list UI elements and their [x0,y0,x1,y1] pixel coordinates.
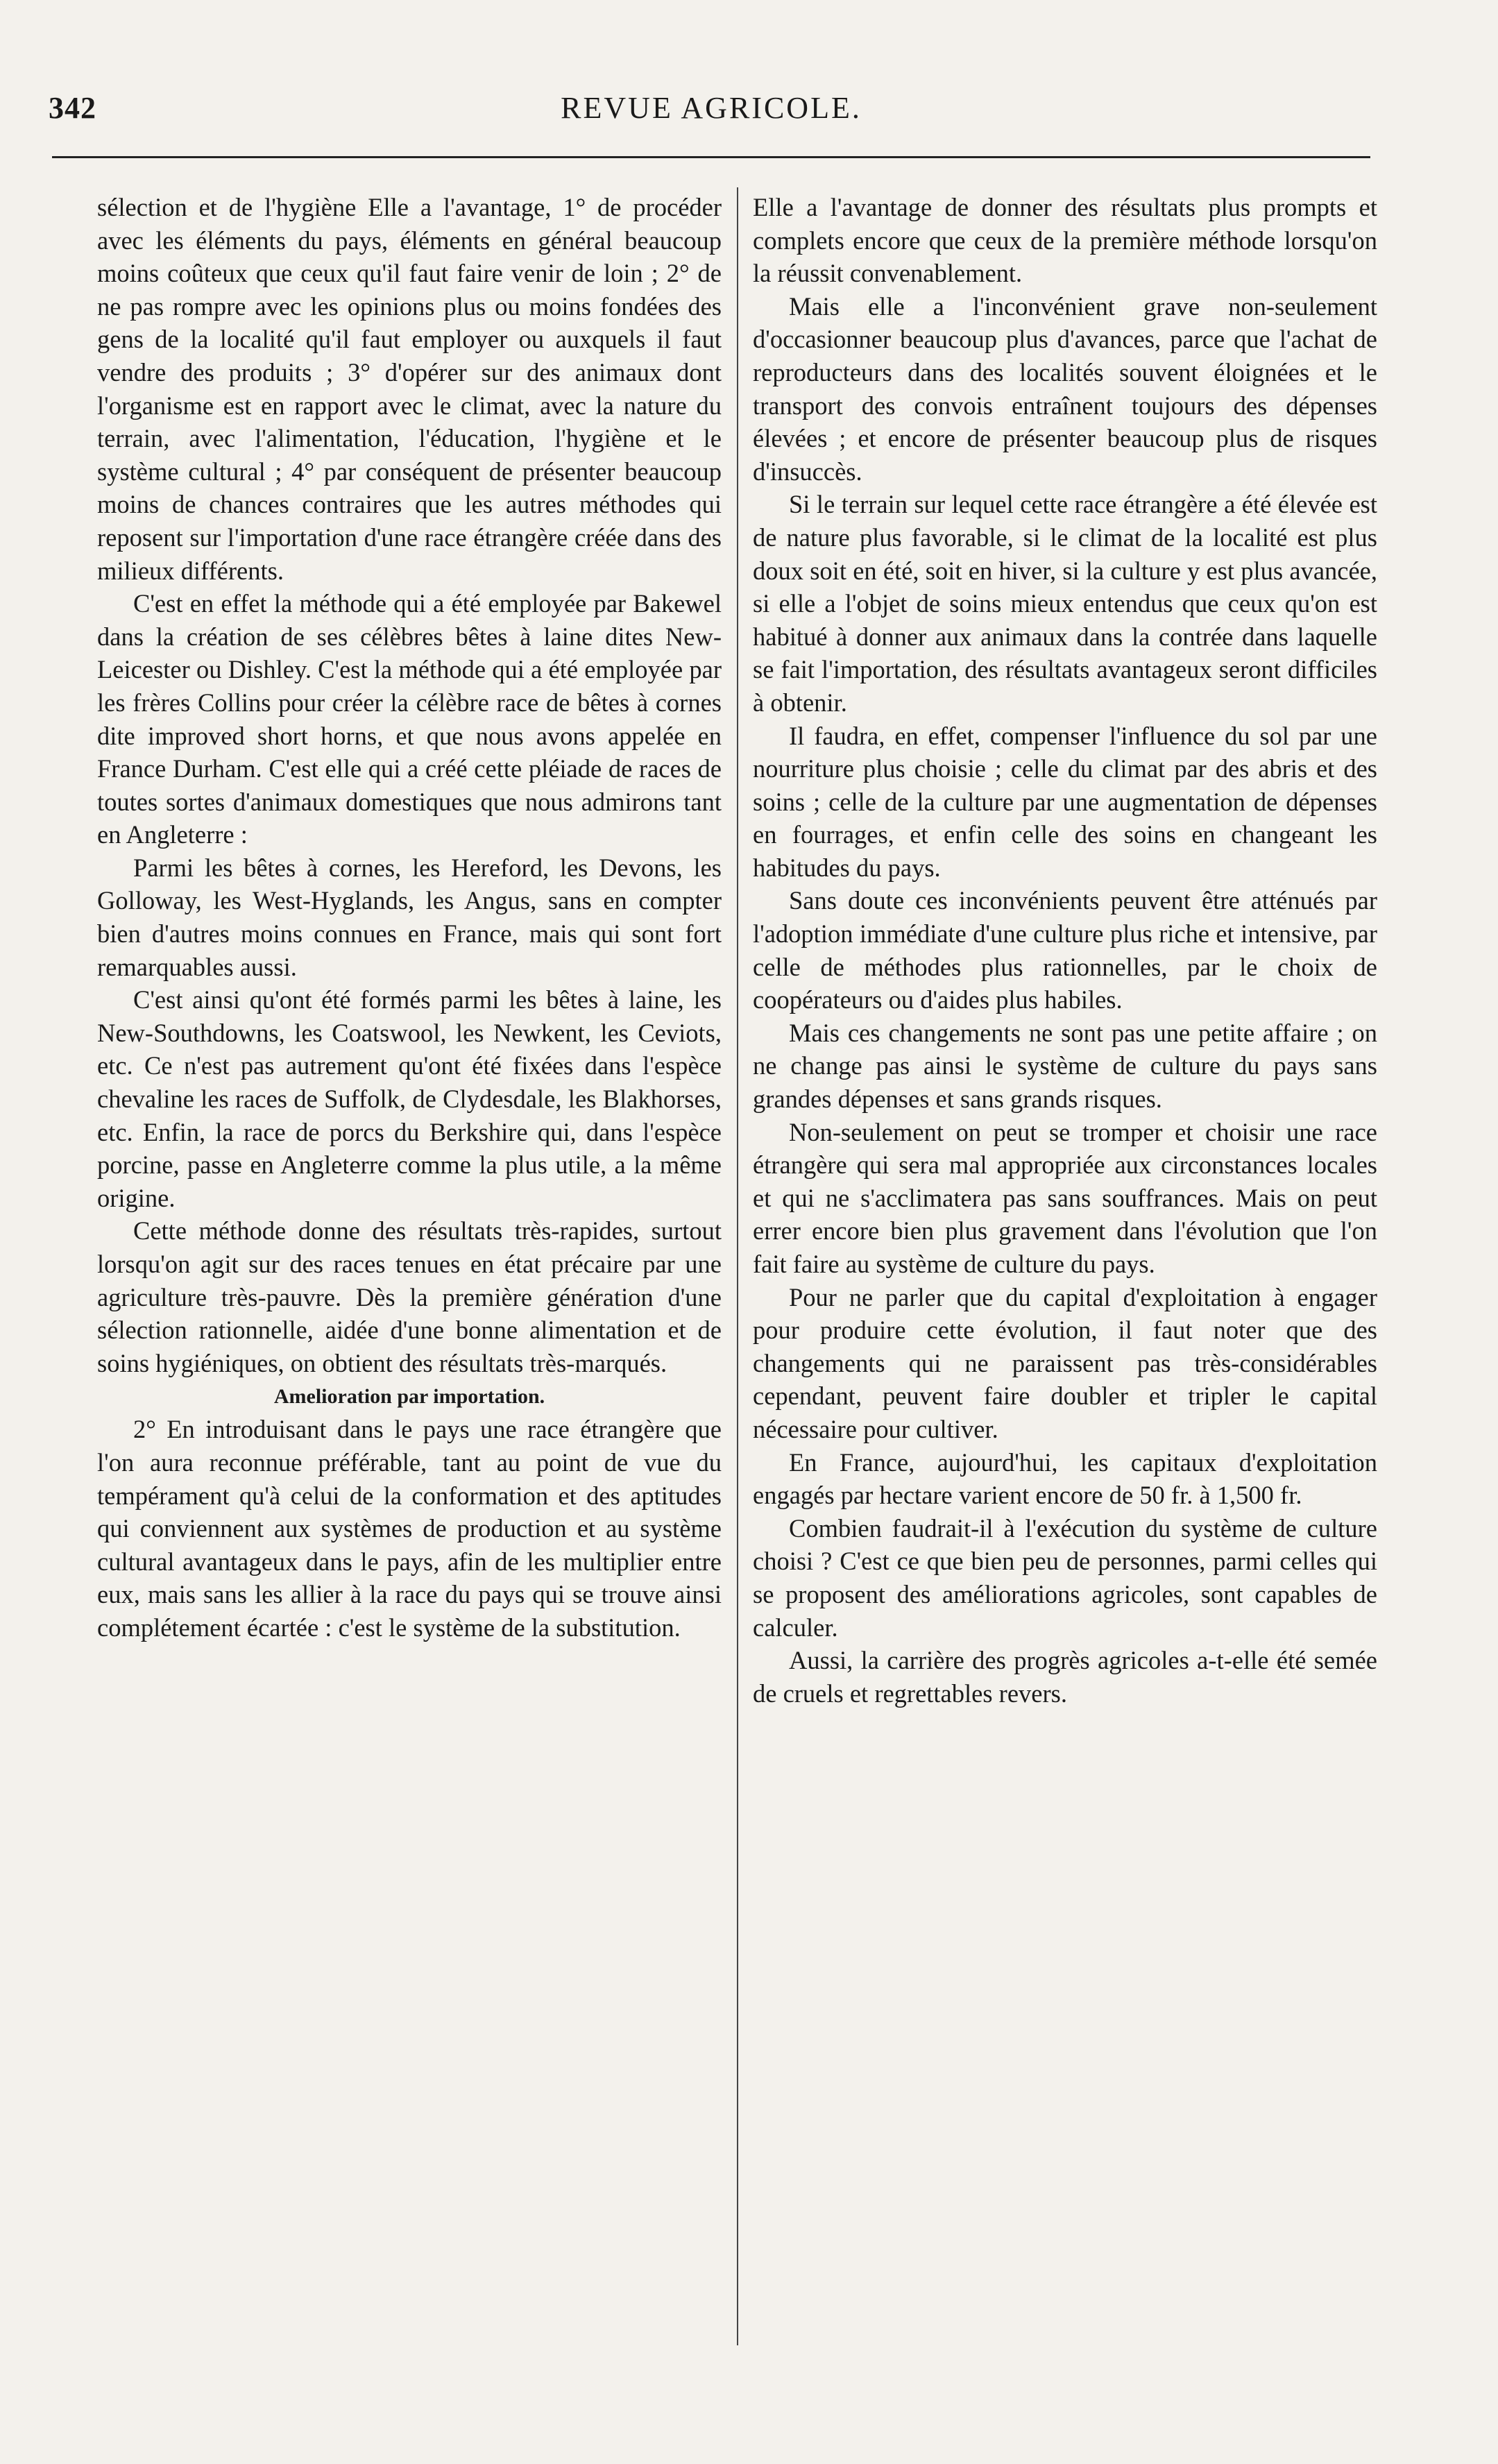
left-paragraph-2: C'est en effet la méthode qui a été employée par Bakewel dans la création de ses célèbres bêtes à laine dites New-Leicester ou Dishley. C'est la méthode qui a été employée par les frères Collins pour créer la célèbre race de bêtes à cornes dite improved short horns, et que nous avons appelée en France Durham. C'est elle qui a créé cette pléiade de races de toutes sortes d'animaux domestiques que nous admirons tant en Angleterre : [97,589,722,849]
right-paragraph-7: Non-seulement on peut se tromper et choisir une race étrangère qui sera mal appropriée aux circonstances locales et qui ne s'acclimatera pas sans souffrances. Mais on peut errer encore bien plus gravement dans l'évolution que l'on fait faire au système de culture du pays. [753,1117,1377,1278]
right-paragraph-6: Mais ces changements ne sont pas une petite affaire ; on ne change pas ainsi le système de culture du pays sans grandes dépenses et sans grands risques. [753,1018,1377,1114]
page-header [49,90,1374,139]
right-paragraph-3: Si le terrain sur lequel cette race étrangère a été élevée est de nature plus favorable, si le climat de la localité est plus doux soit en été, soit en hiver, si la culture y est plus avancée, si elle a l'objet de soins mieux entendus que ceux qu'on est habitué à donner aux animaux dans la contrée dans laquelle se fait l'importation, des résultats avantageux seront difficiles à obtenir. [753,490,1377,717]
page-number: 342 [49,91,96,125]
right-paragraph-1: Elle a l'avantage de donner des résultats plus prompts et complets encore que ceux de la première méthode lorsqu'on la réussit convenablement. [753,193,1377,288]
right-paragraph-4: Il faudra, en effet, compenser l'influence du sol par une nourriture plus choisie ; celle du climat par des abris et des soins ; celle de la culture par une augmentation de dépenses en fourrages, et enfin celle des soins en changeant les habitudes du pays. [753,721,1377,882]
right-column [753,191,1377,2356]
right-paragraph-2: Mais elle a l'inconvénient grave non-seulement d'occasionner beaucoup plus d'avances, parce que l'achat de reproducteurs dans des localités souvent éloignées et le transport des convois entraînent toujours des dépenses élevées ; et encore de présenter beaucoup plus de risques d'insuccès. [753,291,1377,486]
right-paragraph-8: Pour ne parler que du capital d'exploitation à engager pour produire cette évolution, il faut noter que des changements qui ne paraissent pas très-considérables cependant, peuvent faire doubler et tripler le capital nécessaire pour cultiver. [753,1282,1377,1443]
right-paragraph-11: Aussi, la carrière des progrès agricoles a-t-elle été semée de cruels et regrettables revers. [753,1646,1377,1708]
right-paragraph-5: Sans doute ces inconvénients peuvent être atténués par l'adoption immédiate d'une culture plus riche et intensive, par celle de méthodes plus rationnelles, par le choix de coopérateurs ou d'aides plus habiles. [753,886,1377,1014]
left-paragraph-4: C'est ainsi qu'ont été formés parmi les bêtes à laine, les New-Southdowns, les Coatswool, les Newkent, les Ceviots, etc. Ce n'est pas autrement qu'ont été fixées dans l'espèce chevaline les races de Suffolk, de Clydesdale, les Blakhorses, etc. Enfin, la race de porcs du Berkshire qui, dans l'espèce porcine, passe en Angleterre comme la plus utile, a la même origine. [97,985,722,1212]
right-paragraph-10: Combien faudrait-il à l'exécution du système de culture choisi ? C'est ce que bien peu de personnes, parmi celles qui se proposent des améliorations agricoles, sont capables de calculer. [753,1513,1377,1642]
column-divider [737,187,738,2345]
left-paragraph-6: 2° En introduisant dans le pays une race étrangère que l'on aura reconnue préférable, tant au point de vue du tempérament qu'à celui de la conformation et des aptitudes qui conviennent aux systèmes de production et au système cultural avantageux dans le pays, afin de les multiplier entre eux, mais sans les allier à la race du pays qui se trouve ainsi complétement écartée : c'est le système de la substitution. [97,1415,722,1642]
left-paragraph-3: Parmi les bêtes à cornes, les Hereford, les Devons, les Golloway, les West-Hyglands, les Angus, sans en compter bien d'autres moins connues en France, mais qui sont fort remarquables aussi. [97,853,722,981]
running-title: REVUE AGRICOLE. [561,91,862,125]
section-subheading: Amelioration par importation. [273,1385,545,1409]
header-rule [52,156,1370,158]
left-paragraph-1: sélection et de l'hygiène Elle a l'avantage, 1° de procéder avec les éléments du pays, éléments en général beaucoup moins coûteux que ceux qu'il faut faire venir de loin ; 2° de ne pas rompre avec les opinions plus ou moins fondées des gens de la localité qu'il faut employer ou auxquels il faut vendre des produits ; 3° d'opérer sur des animaux dont l'organisme est en rapport avec le climat, avec la nature du terrain, avec l'alimentation, l'éducation, l'hygiène et le système cultural ; 4° par conséquent de présenter beaucoup moins de chances contraires que les autres méthodes qui reposent sur l'importation d'une race étrangère créée dans des milieux différents. [97,193,722,585]
left-paragraph-5: Cette méthode donne des résultats très-rapides, surtout lorsqu'on agit sur des races tenues en état précaire par une agriculture très-pauvre. Dès la première génération d'une sélection rationnelle, aidée d'une bonne alimentation et de soins hygiéniques, on obtient des résultats très-marqués. [97,1216,722,1377]
left-column [97,191,722,2356]
right-paragraph-9: En France, aujourd'hui, les capitaux d'exploitation engagés par hectare varient encore de 50 fr. à 1,500 fr. [753,1447,1377,1510]
